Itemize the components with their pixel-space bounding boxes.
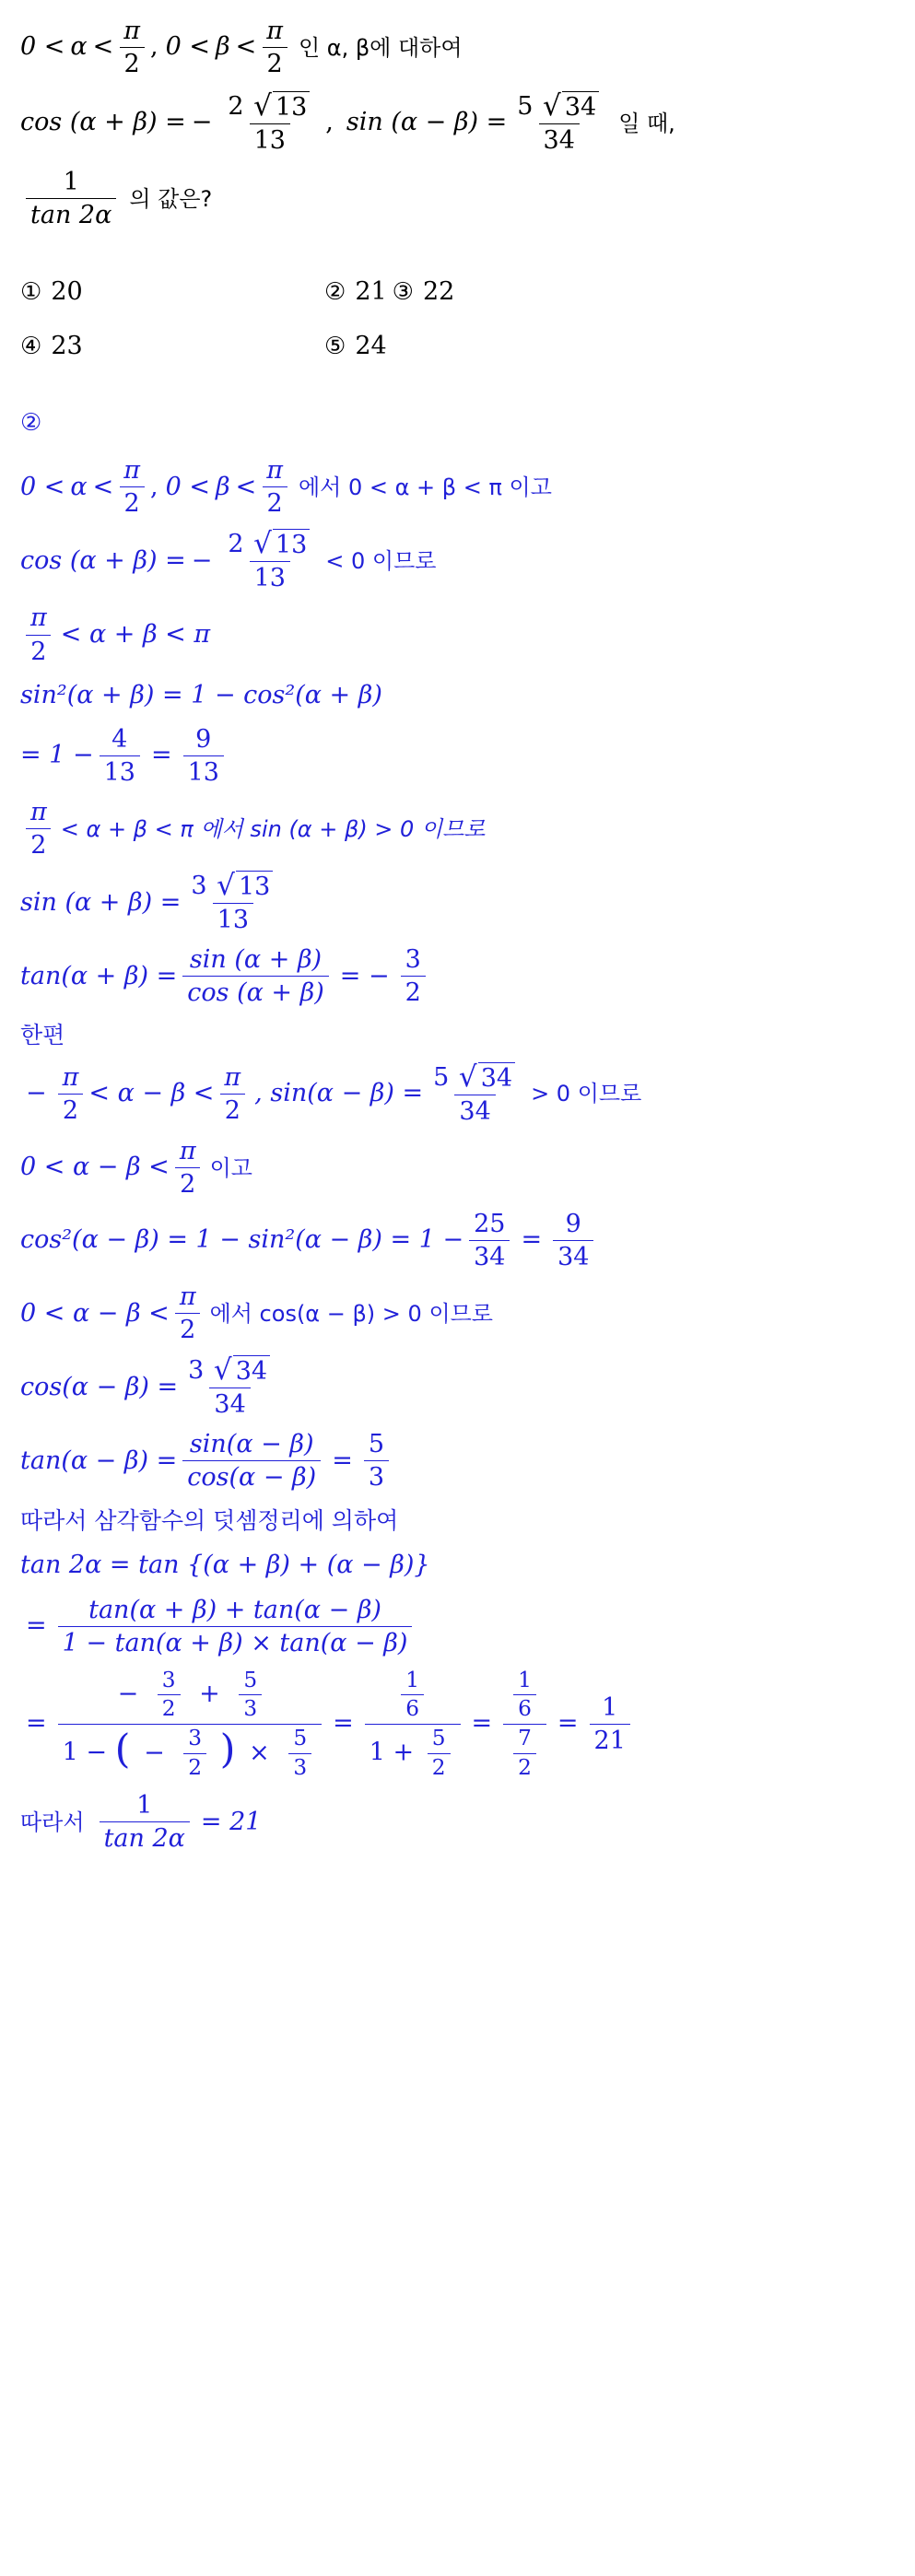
- solution-block: [20, 456, 895, 1853]
- cos-sign: −: [191, 108, 213, 137]
- step-3-text: < α + β < π: [60, 619, 211, 649]
- coefficient: 3: [188, 1356, 205, 1386]
- step-16-korean: 따라서 삼각함수의 덧셈정리에 의하여: [20, 1506, 399, 1534]
- pi-over-2-b: $\frac{\pi}{2}$: [262, 17, 287, 78]
- choice-marker: ⑤: [324, 332, 346, 360]
- choice-marker: ③: [392, 278, 414, 307]
- solution-step-13: [20, 1282, 895, 1344]
- compound-fraction-2: [365, 1669, 461, 1781]
- compound-fraction-1: [58, 1669, 322, 1781]
- fraction-1-6: $\frac{1}{6}$: [401, 1669, 424, 1722]
- cos-diff-value: 3 √ 34 34: [183, 1355, 276, 1419]
- question-condition-line: [20, 17, 895, 78]
- equals: =: [332, 1446, 353, 1475]
- step-2-tail: < 0 이므로: [325, 547, 437, 574]
- one-plus: 1 +: [369, 1738, 415, 1767]
- alpha-symbol: α: [70, 472, 88, 501]
- solution-step-4: [20, 677, 895, 715]
- choice-row-2: [20, 328, 895, 366]
- sqrt-13-a: √ 13: [253, 91, 310, 122]
- fraction-5-3: $\frac{5}{3}$: [239, 1669, 262, 1722]
- fraction-3-2: $\frac{3}{2}$: [158, 1669, 181, 1722]
- radical-glyph: √: [217, 869, 235, 903]
- choice-option-4[interactable]: [20, 328, 324, 366]
- cos-num-coeff: 2: [228, 92, 244, 122]
- compound-fraction-3: [503, 1669, 546, 1781]
- beta-symbol: β: [215, 32, 230, 62]
- question-given-line: [20, 91, 895, 155]
- sin-label: sin (α − β) =: [346, 108, 508, 137]
- coefficient: 3: [191, 872, 207, 901]
- pi-over-2: $\frac{\pi}{2}$: [26, 798, 52, 860]
- inner-minus: −: [144, 1738, 165, 1767]
- sqrt-34: √ 34: [459, 1062, 515, 1093]
- choice-list: [20, 274, 895, 365]
- step-4-text: sin²(α + β) = 1 − cos²(α + β): [20, 680, 382, 709]
- solution-step-6: [20, 798, 895, 860]
- fraction-4-13: $\frac{4}{13}$: [100, 725, 140, 787]
- fraction-1-6: $\frac{1}{6}$: [513, 1669, 536, 1722]
- beta-range-mid: <: [235, 472, 257, 501]
- tan-addition-formula: $\frac{\tan(\alpha + \beta) + \tan(\alpha - \beta)}{1 - \tan(\alpha + \beta) \times \tan(\alpha - \beta)}$: [58, 1596, 413, 1657]
- fraction-5-3: $\frac{5}{3}$: [288, 1727, 311, 1780]
- step-11-tail: 이고: [209, 1154, 252, 1181]
- tan-diff-ratio: $\frac{\sin(\alpha - \beta)}{\cos(\alpha - \beta)}$: [182, 1430, 321, 1492]
- alpha-range-lhs: 0 <: [20, 32, 65, 62]
- equals: =: [26, 1610, 47, 1640]
- solution-step-1: [20, 456, 895, 518]
- choice-label: 20: [51, 277, 83, 307]
- fraction-3-2: $\frac{3}{2}$: [401, 945, 426, 1007]
- step-7-label: sin (α + β) =: [20, 887, 182, 917]
- choice-label: 24: [355, 331, 387, 360]
- pi-over-2: $\frac{\pi}{2}$: [26, 603, 52, 665]
- fraction-9-13: $\frac{9}{13}$: [183, 725, 224, 787]
- answer-marker: ②: [20, 409, 42, 438]
- times: ×: [249, 1738, 270, 1767]
- fraction-1-21: $\frac{1}{21}$: [590, 1693, 630, 1755]
- choice-marker: ④: [20, 332, 42, 360]
- sqrt-13: √ 13: [253, 529, 310, 559]
- step-15-label: tan(α − β) =: [20, 1446, 178, 1475]
- tan-sum-ratio: $\frac{\sin (\alpha + \beta)}{\cos (\alpha + \beta)}$: [182, 945, 329, 1007]
- plus: +: [199, 1680, 220, 1709]
- choice-option-1[interactable]: [20, 274, 324, 311]
- choice-label: 23: [51, 331, 83, 360]
- equals: =: [150, 741, 172, 770]
- pi-over-2: $\frac{\pi}{2}$: [262, 456, 287, 518]
- solution-step-2: [20, 529, 895, 592]
- cos-label: cos (α + β) =: [20, 545, 186, 575]
- step-1-tail: 에서 0 < α + β < π 이고: [298, 474, 552, 500]
- step-10-tail: > 0 이므로: [531, 1081, 642, 1107]
- solution-step-19: [20, 1669, 895, 1781]
- fraction-3-2: $\frac{3}{2}$: [183, 1727, 206, 1780]
- solution-step-10: [20, 1062, 895, 1126]
- pi-over-2: $\frac{\pi}{2}$: [119, 456, 145, 518]
- condition-text: 인 α, β에 대하여: [298, 34, 463, 61]
- cos-sign: −: [191, 545, 213, 575]
- result-fraction: $\frac{1}{\tan 2\alpha}$: [100, 1791, 190, 1853]
- radical-glyph: √: [253, 89, 272, 123]
- step-14-label: cos(α − β) =: [20, 1372, 179, 1401]
- equals: =: [521, 1225, 543, 1255]
- alpha-range-mid: <: [92, 472, 114, 501]
- choice-label: 22: [422, 277, 455, 307]
- radical-glyph: √: [543, 89, 561, 123]
- choice-label: 21: [355, 277, 387, 307]
- radical-glyph: √: [253, 527, 272, 561]
- solution-step-3: [20, 603, 895, 665]
- choice-option-2[interactable]: [324, 274, 387, 311]
- paren-open: (: [114, 1726, 131, 1773]
- target-fraction: $\frac{1}{\tan 2\alpha}$: [26, 168, 116, 229]
- sin-sum-value: 3 √ 13 13: [186, 871, 279, 934]
- sin-diff-value: 5 √ 34 34: [428, 1062, 522, 1126]
- sqrt-34: √ 34: [214, 1355, 270, 1386]
- step-20-korean: 따라서: [20, 1809, 85, 1835]
- solution-step-5: [20, 725, 895, 787]
- choice-option-5[interactable]: [324, 328, 387, 366]
- solution-step-12: [20, 1210, 895, 1271]
- radical-glyph: √: [213, 1353, 232, 1388]
- cos-value-fraction: 2 √ 13 13: [223, 91, 316, 155]
- sin-value-fraction: 5 √ 34 34: [512, 91, 605, 155]
- solution-step-17: [20, 1547, 895, 1585]
- value-text: 의 값은?: [129, 185, 213, 212]
- step-6-text: < α + β < π 에서 sin (α + β) > 0 이므로: [60, 815, 486, 842]
- pi-over-2: $\frac{\pi}{2}$: [175, 1137, 201, 1199]
- pi-over-2-a: $\frac{\pi}{2}$: [119, 17, 145, 78]
- cos-label: cos (α + β) =: [20, 108, 186, 137]
- cos-value-fraction: 2 √ 13 13: [223, 529, 316, 592]
- denominator-lead: 1 −: [62, 1738, 108, 1767]
- fraction-7-2: $\frac{7}{2}$: [513, 1727, 536, 1780]
- solution-step-20: [20, 1791, 895, 1853]
- step-8-label: tan(α + β) =: [20, 961, 178, 990]
- solution-step-15: [20, 1430, 895, 1492]
- alpha-range-mid: <: [92, 32, 114, 62]
- solution-step-18: [20, 1596, 895, 1657]
- paren-close: ): [219, 1726, 236, 1773]
- step-5-lead: = 1 −: [20, 741, 94, 770]
- solution-step-11: [20, 1137, 895, 1199]
- beta-range-mid: <: [235, 32, 257, 62]
- sin-num-coeff: 5: [517, 92, 534, 122]
- equals: =: [471, 1709, 493, 1739]
- step-12-lead: cos²(α − β) = 1 − sin²(α − β) = 1 −: [20, 1225, 464, 1255]
- cos-num-coeff: 2: [228, 530, 244, 559]
- pi-over-2: $\frac{\pi}{2}$: [175, 1282, 201, 1344]
- comma-2: ,: [325, 108, 334, 137]
- numerator-minus: −: [117, 1680, 139, 1709]
- step-13-lead: 0 < α − β <: [20, 1298, 170, 1328]
- fraction-5-2: $\frac{5}{2}$: [428, 1727, 451, 1780]
- equals: =: [557, 1709, 579, 1739]
- step-9-korean: 한편: [20, 1022, 65, 1049]
- choice-row-1: [20, 274, 895, 311]
- step-10-mid: < α − β <: [88, 1079, 215, 1108]
- beta-symbol: β: [215, 472, 230, 501]
- pi-over-2: $\frac{\pi}{2}$: [219, 1063, 245, 1125]
- comma: ,: [150, 472, 158, 501]
- solution-step-7: [20, 871, 895, 934]
- minus-sign: −: [26, 1079, 47, 1108]
- step-10-sin-label: , sin(α − β) =: [254, 1079, 424, 1108]
- step-13-tail: 에서 cos(α − β) > 0 이므로: [209, 1300, 493, 1327]
- question-block: [20, 17, 895, 229]
- question-target-line: [20, 168, 895, 229]
- coefficient: 5: [433, 1062, 450, 1092]
- equals-minus: = −: [339, 961, 390, 990]
- alpha-symbol: α: [70, 32, 88, 62]
- pi-over-2: $\frac{\pi}{2}$: [58, 1063, 84, 1125]
- sqrt-34-a: √ 34: [543, 91, 599, 122]
- choice-option-3[interactable]: [393, 274, 455, 311]
- radical-glyph: √: [458, 1060, 477, 1094]
- when-text: 일 때,: [618, 110, 675, 136]
- choice-marker: ②: [324, 278, 346, 307]
- choice-marker: ①: [20, 278, 42, 307]
- solution-step-8: [20, 945, 895, 1007]
- comma-1: ,: [150, 32, 158, 62]
- step-17-text: tan 2α = tan {(α + β) + (α − β)}: [20, 1551, 430, 1579]
- sqrt-13: √ 13: [217, 871, 273, 901]
- fraction-9-34: $\frac{9}{34}$: [553, 1210, 593, 1271]
- beta-range-lhs: 0 <: [165, 472, 210, 501]
- equals: =: [26, 1709, 47, 1739]
- alpha-range-lhs: 0 <: [20, 472, 65, 501]
- fraction-5-3: $\frac{5}{3}$: [364, 1430, 389, 1492]
- fraction-25-34: $\frac{25}{34}$: [469, 1210, 510, 1271]
- step-11-lead: 0 < α − β <: [20, 1153, 170, 1182]
- equals: =: [333, 1709, 354, 1739]
- final-answer: = 21: [200, 1807, 262, 1836]
- solution-step-14: [20, 1355, 895, 1419]
- beta-range-lhs: 0 <: [165, 32, 210, 62]
